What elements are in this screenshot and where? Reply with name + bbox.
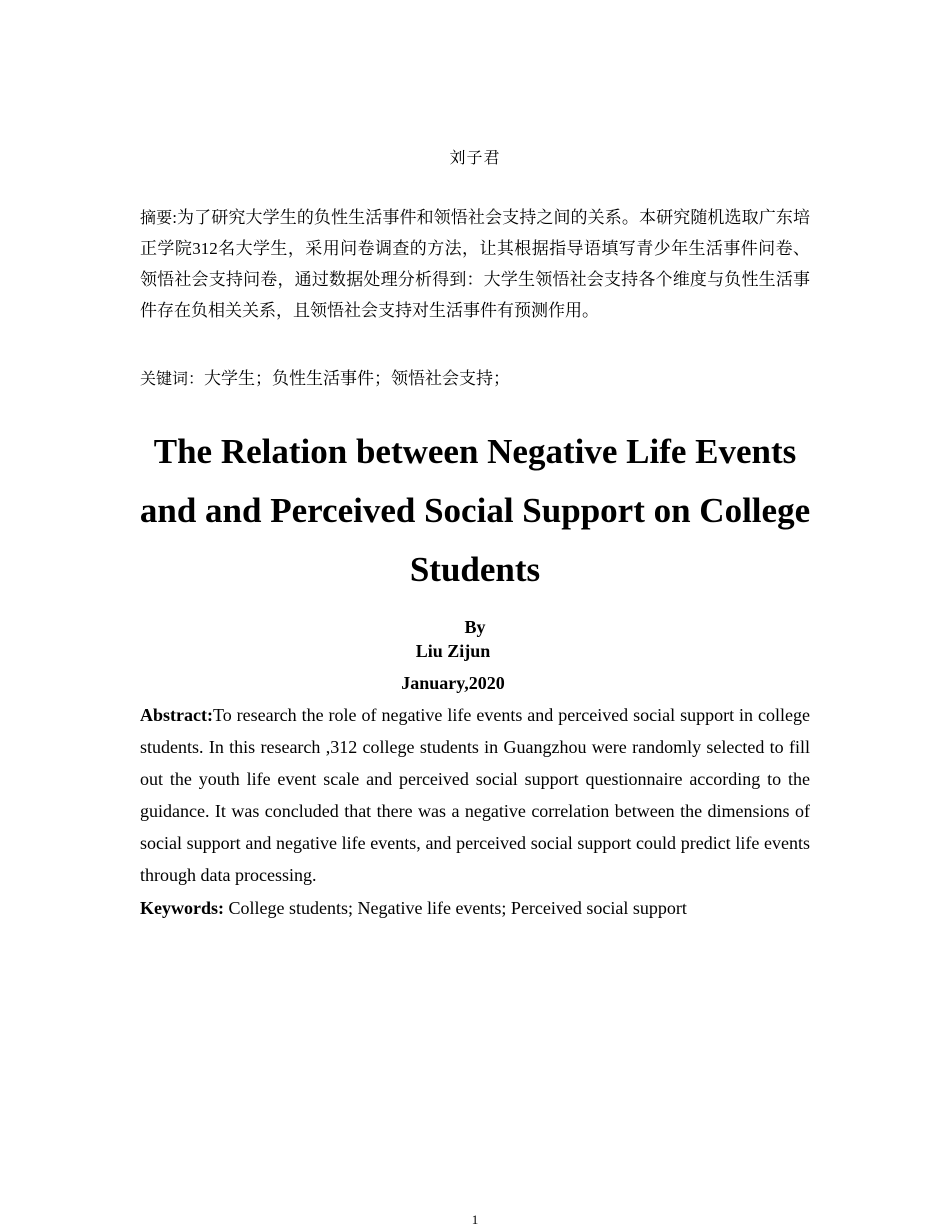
chinese-keywords <box>140 363 810 394</box>
english-keywords-text: College students; Negative life events; Perceived social support <box>224 898 687 918</box>
english-abstract-label: Abstract: <box>140 705 213 725</box>
chinese-keywords-text: 大学生；负性生活事件；领悟社会支持； <box>204 369 511 388</box>
publication-date: January,2020 <box>401 673 505 693</box>
by-label: By <box>464 617 486 637</box>
chinese-keywords-label: 关键词： <box>140 369 205 388</box>
title-line: Students <box>409 550 541 589</box>
chinese-abstract-text: :为了研究大学生的负性生活事件和领悟社会支持之间的关系。本研究随机选取广东培正学院312名大学生，采用问卷调查的方法，让其根据指导语填写青少年生活事件问卷、领悟社会支持问卷，通过数据处理分析得到：大学生领悟社会支持各个维度与负性生活事件存在负相关关系，且领悟社会支持对生活事件有预测作用。 <box>140 208 810 320</box>
chinese-abstract-label: 摘要 <box>140 208 173 227</box>
paper-title <box>0 422 950 599</box>
chinese-abstract <box>140 202 810 326</box>
chinese-author-name: 刘子君 <box>449 150 501 167</box>
english-author-name: Liu Zijun <box>415 641 491 661</box>
title-line: and and Perceived Social Support on College <box>139 491 811 530</box>
english-abstract-text: To research the role of negative life events and perceived social support in college students. In this research ,312 college students in Guangzhou were randomly selected to fill out the youth life event scale and perceived social support questionnaire according to the guidance. It was concluded that there was a negative correlation between the dimensions of social support and negative life events, and perceived social support could predict life events through data processing. <box>140 705 810 885</box>
english-abstract <box>140 699 810 891</box>
title-line: The Relation between Negative Life Events <box>153 432 797 471</box>
english-keywords-label: Keywords: <box>140 898 224 918</box>
english-keywords <box>140 892 810 924</box>
page-number: 1 <box>471 1212 479 1227</box>
